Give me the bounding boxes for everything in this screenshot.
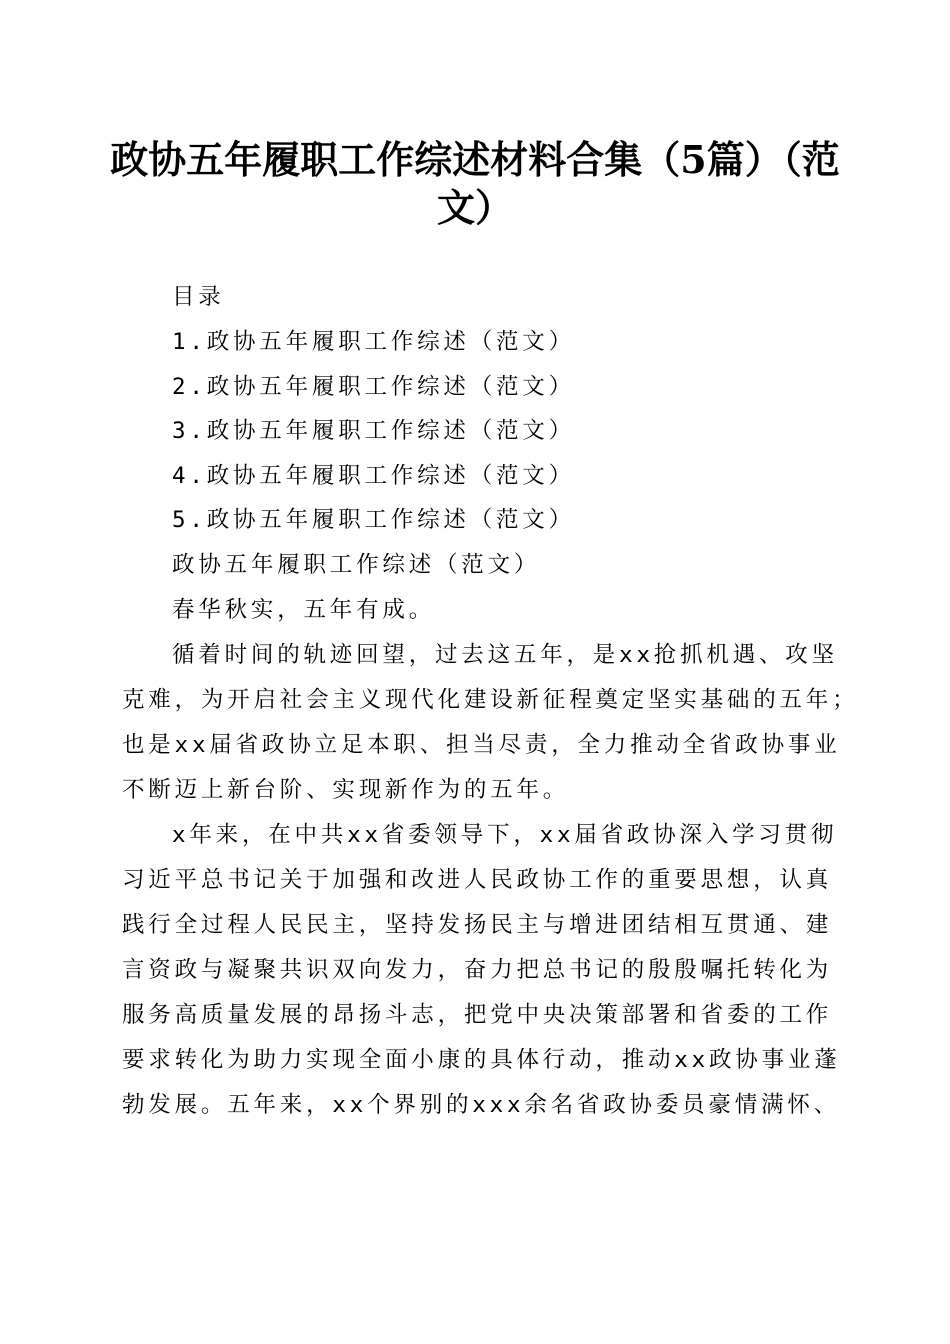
document-title-line-2: 文） [436, 185, 513, 230]
document-title-line-1: 政协五年履职工作综述材料合集（5篇）（范 [110, 137, 840, 182]
paragraph-2-line: 言资政与凝聚共识双向发力，奋力把总书记的殷殷嘱托转化为 [122, 957, 833, 983]
paragraph-2-line: 服务高质量发展的昂扬斗志，把党中央决策部署和省委的工作 [122, 1002, 833, 1028]
paragraph-1-line: 也是xx届省政协立足本职、担当尽责，全力推动全省政协事业 [122, 732, 841, 758]
paragraph-2-line: 勃发展。五年来，xx个界别的xxx余名省政协委员豪情满怀、 [122, 1092, 840, 1118]
paragraph-1-line: 循着时间的轨迹回望，过去这五年，是xx抢抓机遇、攻坚 [172, 642, 838, 668]
section-title: 政协五年履职工作综述（范文） [172, 552, 541, 578]
paragraph-2-line: x年来，在中共xx省委领导下，xx届省政协深入学习贯彻 [172, 822, 838, 848]
paragraph-2-line: 要求转化为助力实现全面小康的具体行动，推动xx政协事业蓬 [122, 1047, 841, 1073]
toc-item-1: 1.政协五年履职工作综述（范文） [172, 329, 575, 355]
toc-item-3: 3.政协五年履职工作综述（范文） [172, 418, 575, 444]
paragraph-1-line: 克难，为开启社会主义现代化建设新征程奠定坚实基础的五年； [122, 687, 859, 713]
paragraph-2-line: 习近平总书记关于加强和改进人民政协工作的重要思想，认真 [122, 867, 833, 893]
paragraph-1-line: 不断迈上新台阶、实现新作为的五年。 [122, 777, 570, 803]
intro-line: 春华秋实，五年有成。 [172, 597, 436, 623]
toc-heading: 目录 [172, 284, 225, 310]
toc-item-5: 5.政协五年履职工作综述（范文） [172, 507, 575, 533]
toc-item-2: 2.政协五年履职工作综述（范文） [172, 374, 575, 400]
toc-item-4: 4.政协五年履职工作综述（范文） [172, 463, 575, 489]
paragraph-2-line: 践行全过程人民民主，坚持发扬民主与增进团结相互贯通、建 [122, 912, 833, 938]
